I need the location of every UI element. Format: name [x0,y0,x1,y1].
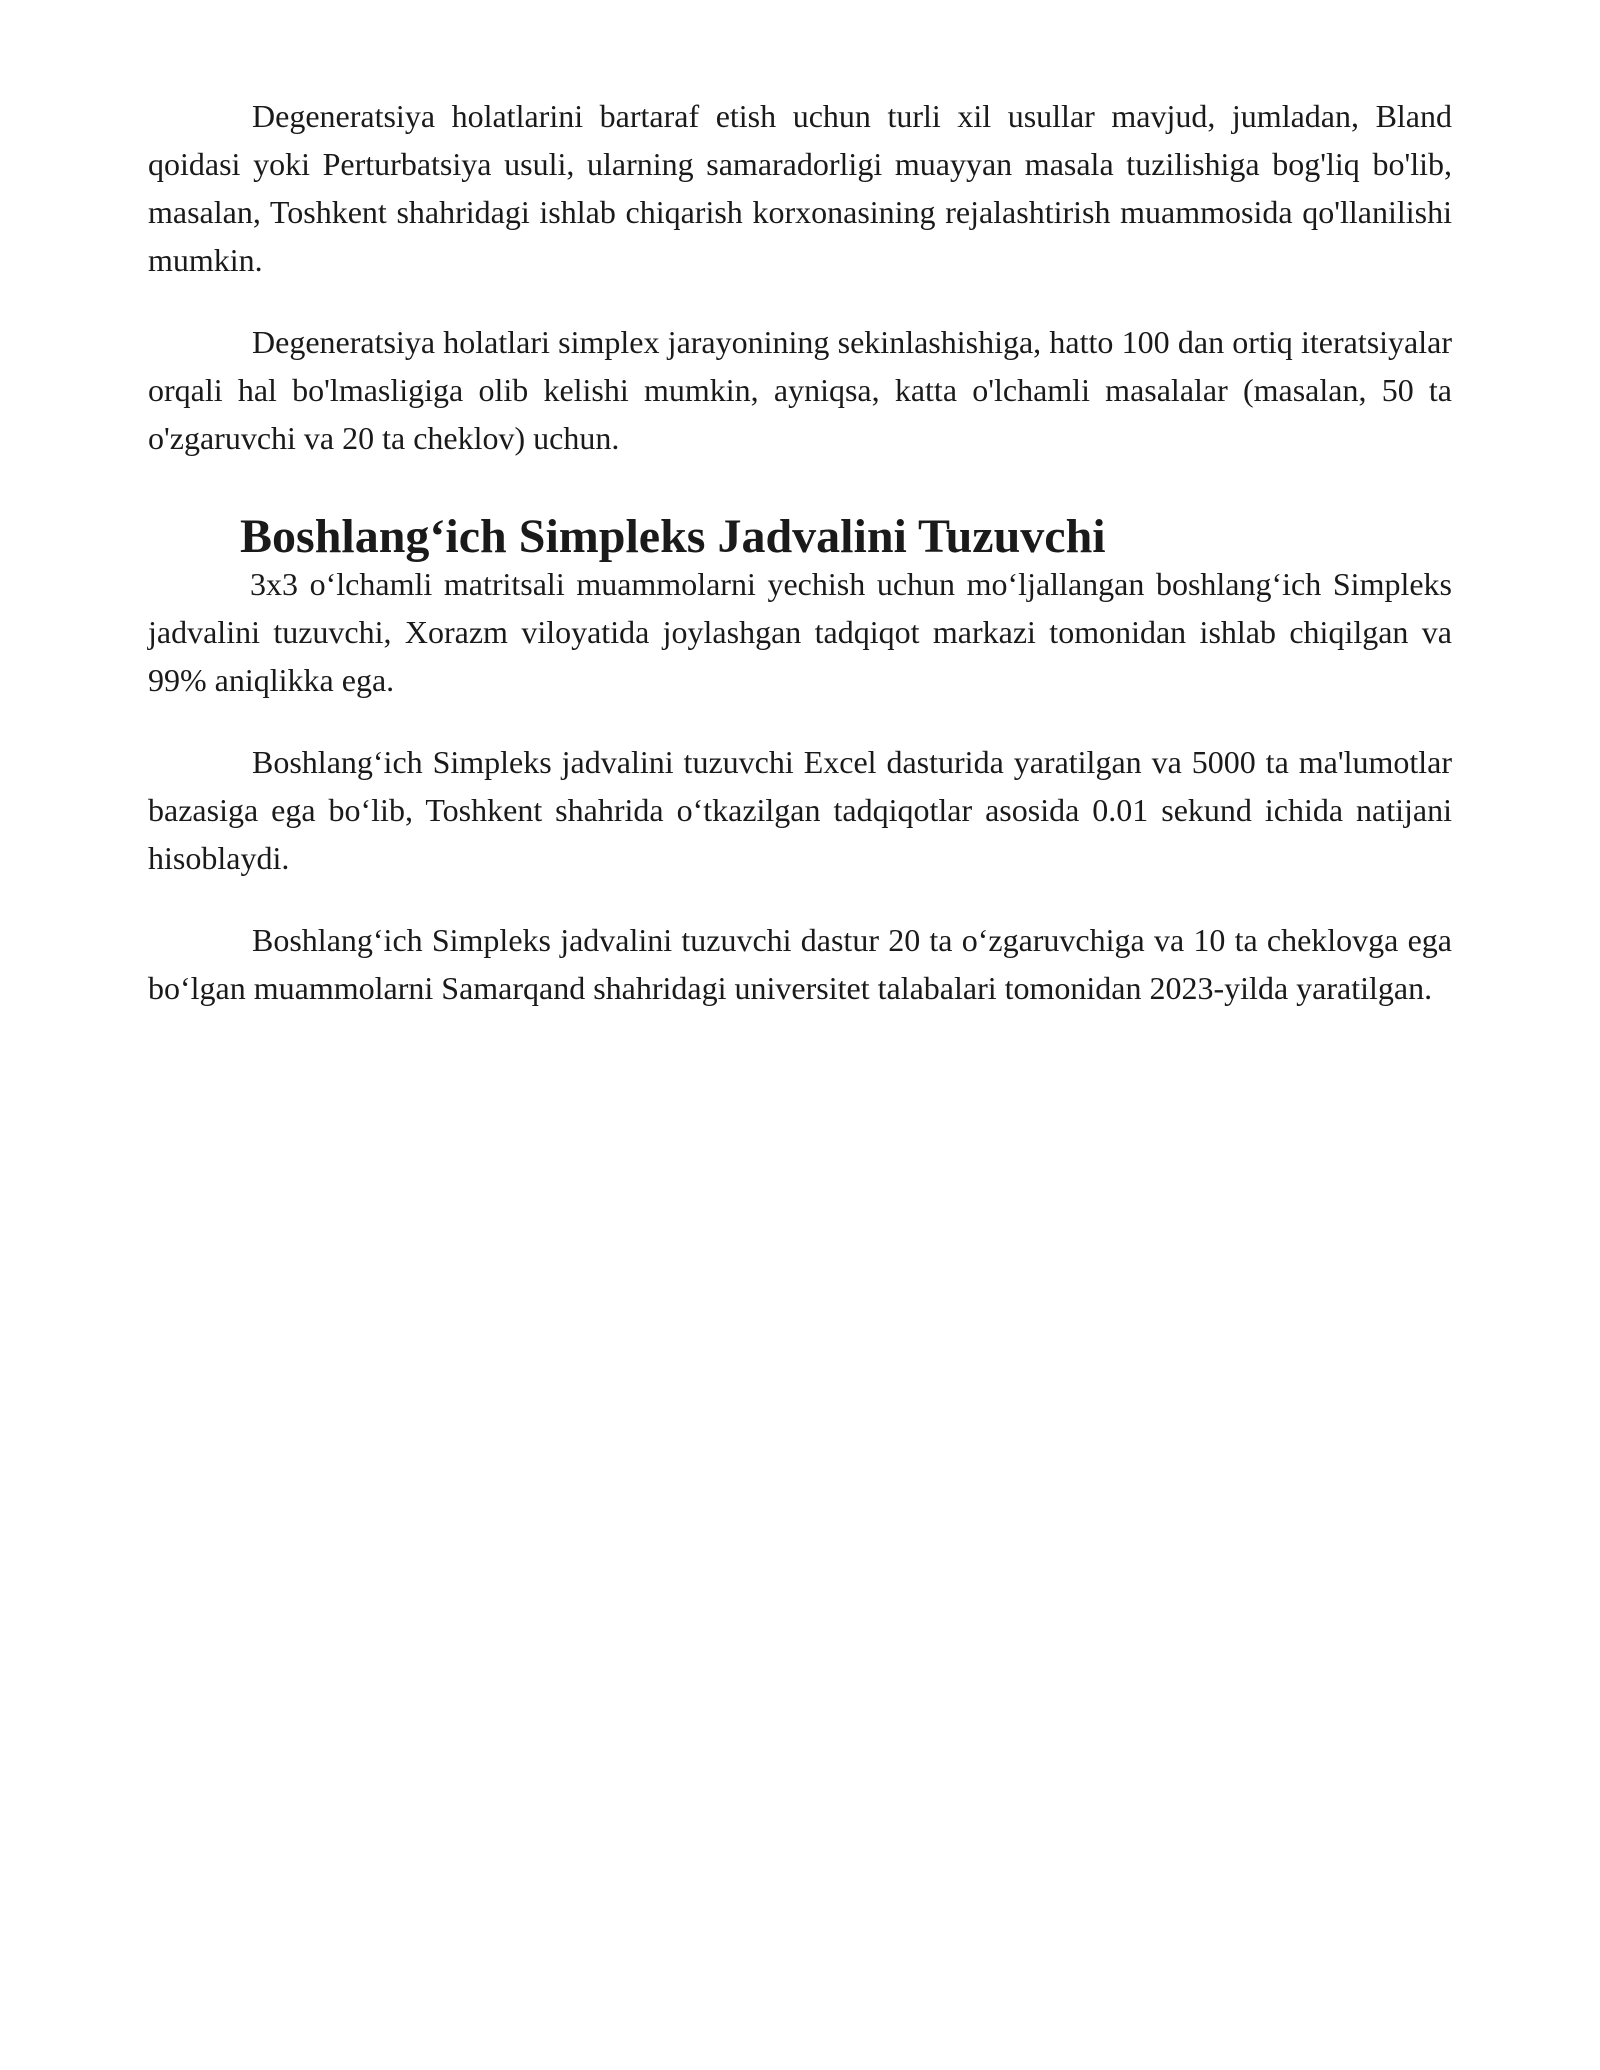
paragraph-tool-description: 3x3 o‘lchamli matritsali muammolarni yechish uchun mo‘ljallangan boshlang‘ich Simpleks jadvalini tuzuvchi, Xorazm viloyatida joylashgan tadqiqot markazi tomonidan ishlab chiqilgan va 99% aniqlikka ega. [148,566,1452,698]
section-heading: Boshlang‘ich Simpleks Jadvalini Tuzuvchi [240,510,1106,563]
paragraph-degeneracy-effects: Degeneratsiya holatlari simplex jarayonining sekinlashishiga, hatto 100 dan ortiq iteratsiyalar orqali hal bo'lmasligiga olib kelishi mumkin, ayniqsa, katta o'lchamli masalalar (masalan, 50 ta o'zgaruvchi va 20 ta cheklov) uchun. [148,324,1452,456]
document-page [148,92,1452,1012]
paragraph-degeneracy-methods: Degeneratsiya holatlarini bartaraf etish uchun turli xil usullar mavjud, jumladan, Bland qoidasi yoki Perturbatsiya usuli, ularning samaradorligi muayyan masala tuzilishiga bog'liq bo'lib, masalan, Toshkent shahridagi ishlab chiqarish korxonasining rejalashtirish muammosida qo'llanilishi mumkin. [148,98,1452,278]
paragraph-tool-excel: Boshlang‘ich Simpleks jadvalini tuzuvchi Excel dasturida yaratilgan va 5000 ta ma'lumotlar bazasiga ega bo‘lib, Toshkent shahrida o‘tkazilgan tadqiqotlar asosida 0.01 sekund ichida natijani hisoblaydi. [148,744,1452,876]
paragraph-tool-university: Boshlang‘ich Simpleks jadvalini tuzuvchi dastur 20 ta o‘zgaruvchiga va 10 ta cheklovga ega bo‘lgan muammolarni Samarqand shahridagi universitet talabalari tomonidan 2023-yilda yaratilgan. [148,922,1452,1006]
